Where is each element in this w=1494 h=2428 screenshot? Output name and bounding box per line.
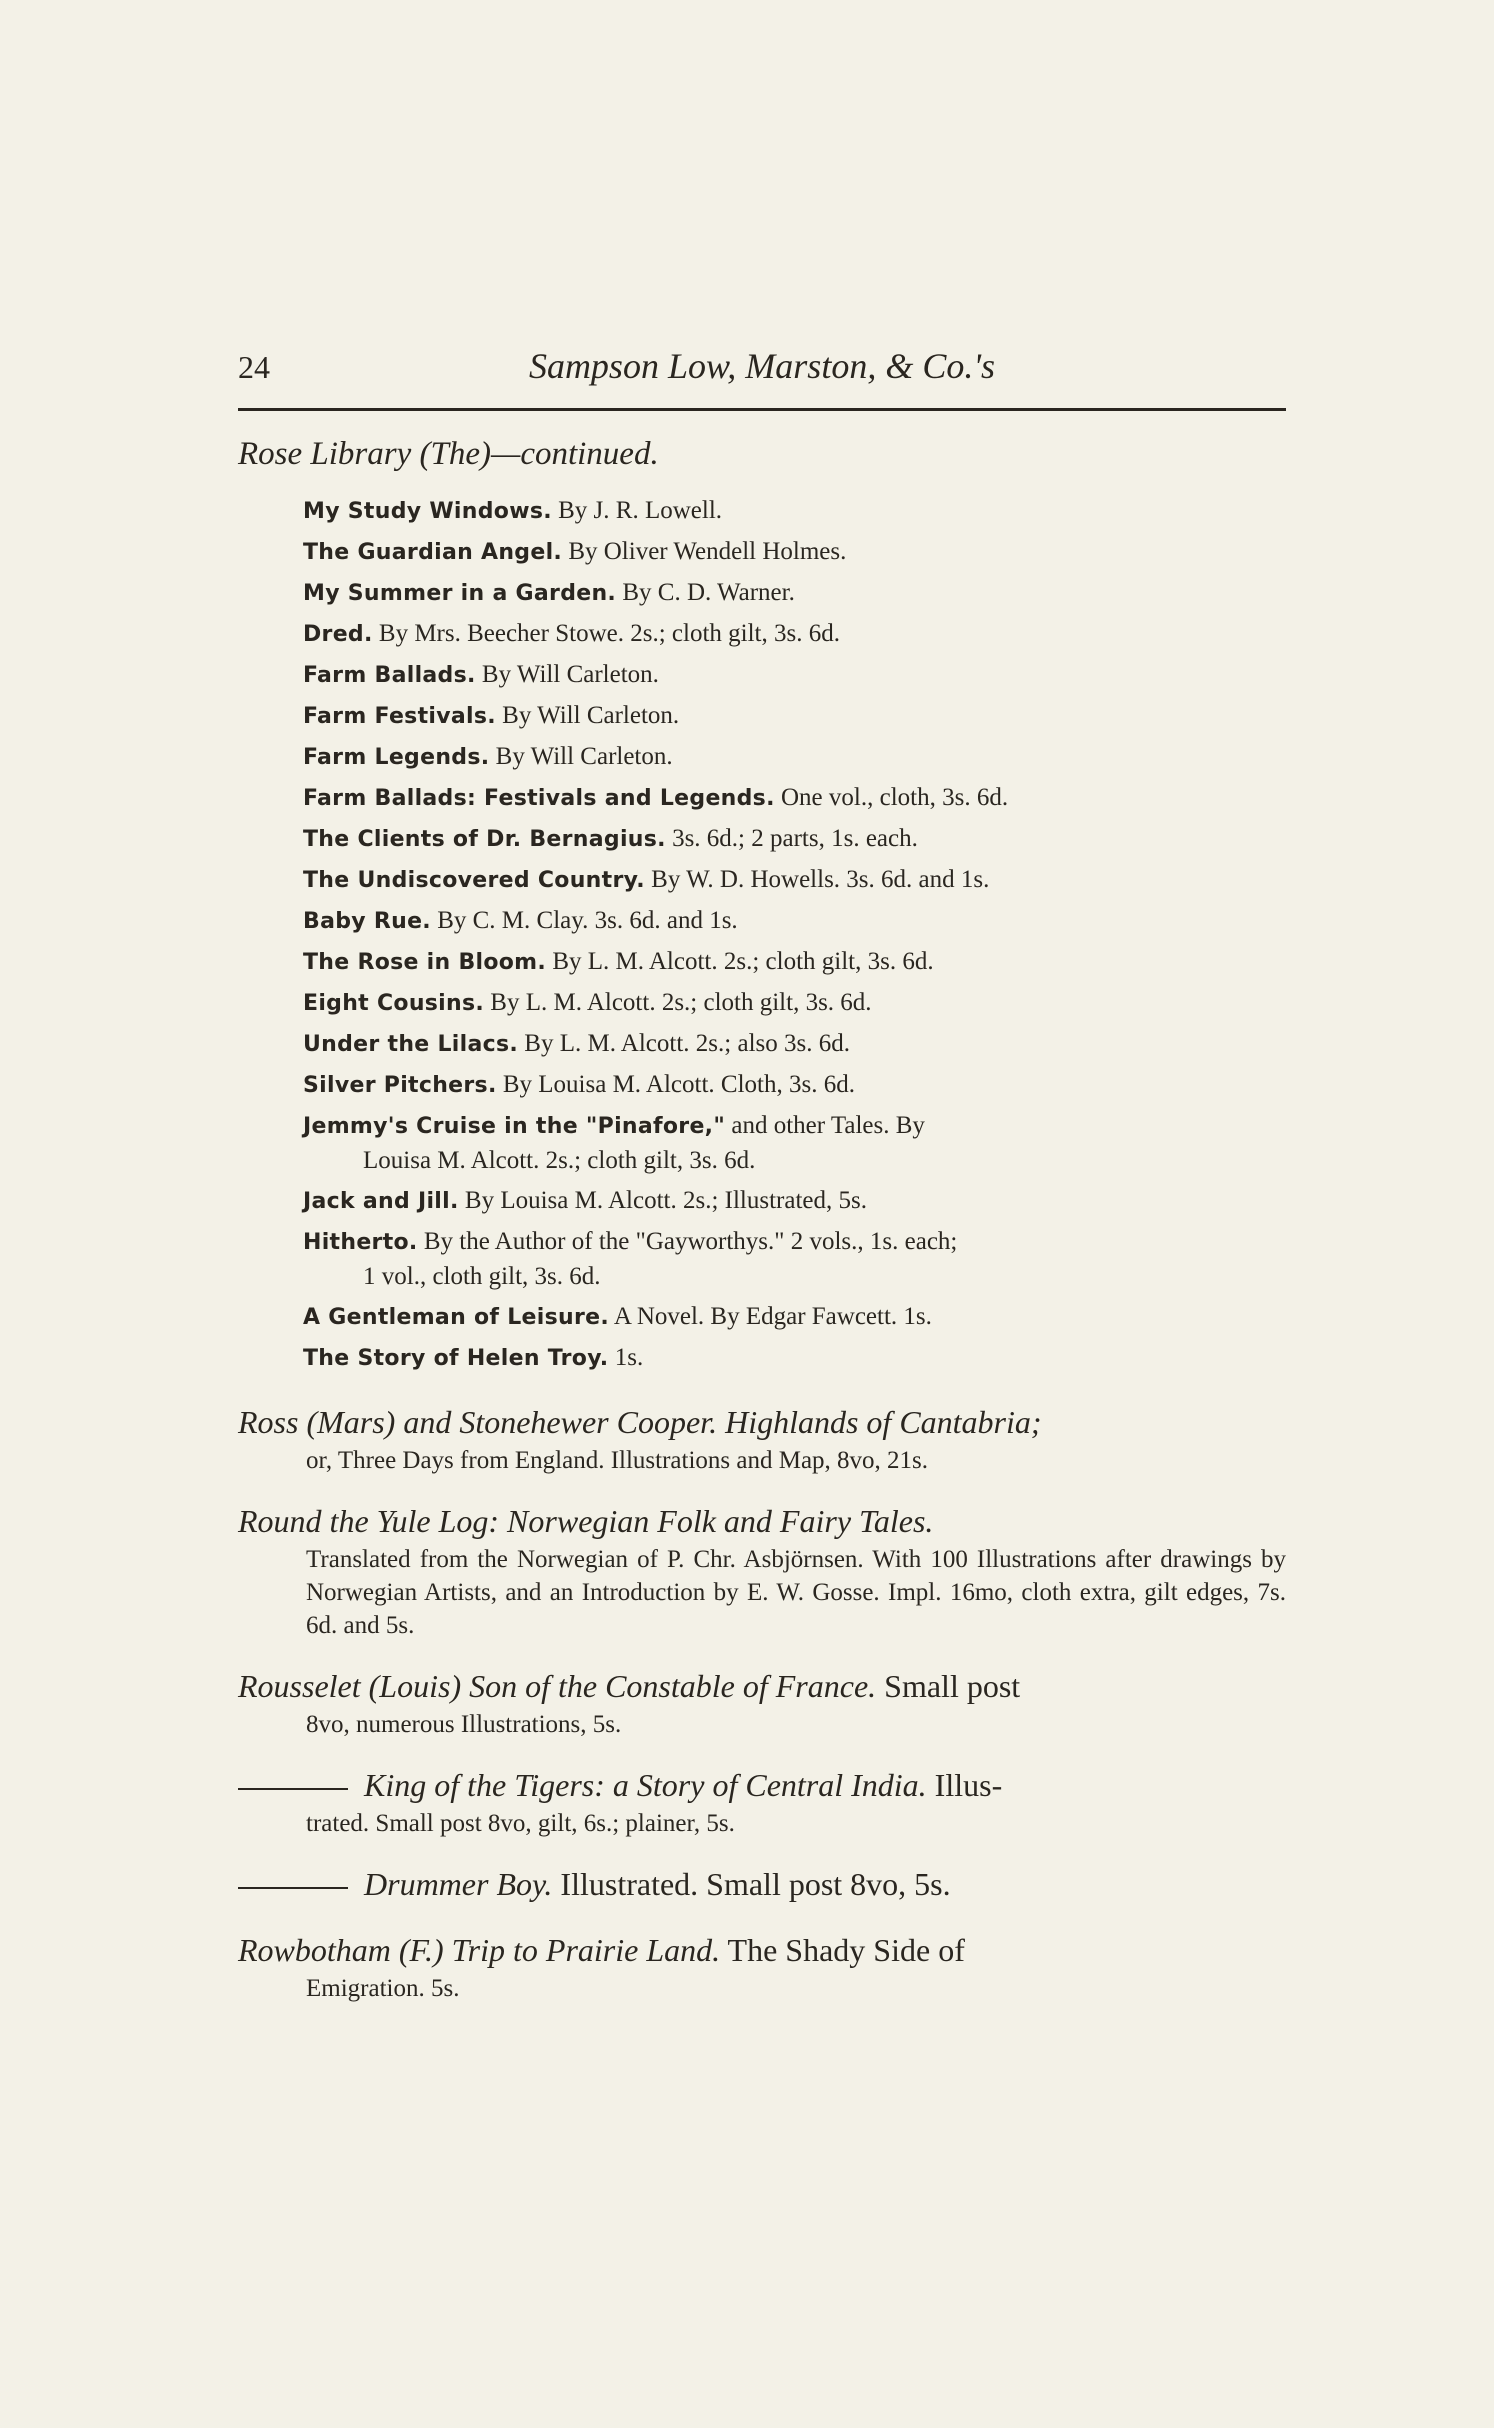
list-item [303, 492, 1286, 531]
item-title: Jemmy's Cruise in the "Pinafore," [303, 1114, 726, 1139]
entry-heading [238, 1664, 1286, 1708]
entry-heading-text: Small post [884, 1668, 1021, 1704]
catalogue-entry [238, 1862, 1286, 1906]
ditto-dash [238, 1788, 348, 1790]
section-heading: Rose Library (The)—continued. [238, 436, 659, 472]
item-details: and other Tales. By [731, 1112, 925, 1139]
catalogue-content [238, 432, 1286, 2005]
page-number: 24 [238, 349, 270, 385]
list-item [303, 1182, 1286, 1221]
item-title: The Guardian Angel. [303, 540, 563, 565]
item-title: Farm Festivals. [303, 704, 496, 729]
item-title: The Story of Helen Troy. [303, 1346, 609, 1371]
entry-heading [238, 1400, 1286, 1444]
list-item [303, 1066, 1286, 1105]
list-item [303, 738, 1286, 777]
entry-description: trated. Small post 8vo, gilt, 6s.; plainer, 5s. [306, 1810, 735, 1837]
item-title: Baby Rue. [303, 909, 431, 934]
rose-library-list [303, 492, 1286, 1378]
item-title: The Undiscovered Country. [303, 868, 645, 893]
entry-title: King of the Tigers: a Story of Central India. [364, 1767, 927, 1803]
list-item [303, 943, 1286, 982]
list-item [303, 779, 1286, 818]
page-header [238, 345, 1286, 405]
item-details: By J. R. Lowell. [558, 497, 723, 524]
list-item [303, 1223, 1286, 1296]
item-details: By the Author of the "Gayworthys." 2 vols., 1s. each; [423, 1228, 958, 1255]
item-details: By L. M. Alcott. 2s.; also 3s. 6d. [524, 1030, 850, 1057]
item-details-continued: Louisa M. Alcott. 2s.; cloth gilt, 3s. 6d. [363, 1147, 756, 1174]
item-title: A Gentleman of Leisure. [303, 1305, 610, 1330]
list-item [303, 1025, 1286, 1064]
item-title: Under the Lilacs. [303, 1032, 519, 1057]
item-details: By L. M. Alcott. 2s.; cloth gilt, 3s. 6d. [552, 948, 934, 975]
list-item [303, 656, 1286, 695]
item-details: 1s. [614, 1344, 644, 1371]
item-details: By Will Carleton. [481, 661, 659, 688]
running-title: Sampson Low, Marston, & Co.'s [528, 346, 996, 386]
item-title: Eight Cousins. [303, 991, 485, 1016]
entry-heading-text: The Shady Side of [727, 1932, 965, 1968]
list-item [303, 984, 1286, 1023]
list-item [303, 574, 1286, 613]
list-item [303, 1298, 1286, 1337]
entry-title: Rousselet (Louis) Son of the Constable of France. [238, 1668, 877, 1704]
entry-title: Round the Yule Log: Norwegian Folk and Fairy Tales. [238, 1503, 934, 1539]
entry-heading [238, 1928, 1286, 1972]
item-title: Farm Ballads. [303, 663, 476, 688]
list-item [303, 615, 1286, 654]
item-details-continued: 1 vol., cloth gilt, 3s. 6d. [363, 1263, 601, 1290]
catalogue-entry [238, 1763, 1286, 1840]
entry-description: Emigration. 5s. [306, 1975, 460, 2002]
item-details: A Novel. By Edgar Fawcett. 1s. [613, 1303, 932, 1330]
item-title: Dred. [303, 622, 373, 647]
item-details: By C. M. Clay. 3s. 6d. and 1s. [437, 907, 738, 934]
catalogue-entries [238, 1400, 1286, 2005]
entry-description: or, Three Days from England. Illustrations and Map, 8vo, 21s. [306, 1447, 929, 1474]
entry-heading [238, 1763, 1286, 1807]
item-title: Jack and Jill. [303, 1189, 459, 1214]
entry-heading [238, 1862, 1286, 1906]
item-details: By Mrs. Beecher Stowe. 2s.; cloth gilt, 3s. 6d. [378, 620, 840, 647]
item-details: By W. D. Howells. 3s. 6d. and 1s. [651, 866, 990, 893]
item-title: Hitherto. [303, 1230, 418, 1255]
item-title: The Rose in Bloom. [303, 950, 547, 975]
catalogue-entry [238, 1928, 1286, 2005]
header-rule [238, 408, 1286, 411]
item-details: One vol., cloth, 3s. 6d. [781, 784, 1009, 811]
item-details: 3s. 6d.; 2 parts, 1s. each. [672, 825, 918, 852]
item-details: By Will Carleton. [495, 743, 673, 770]
entry-heading-text: Illus- [934, 1767, 1003, 1803]
item-details: By Louisa M. Alcott. Cloth, 3s. 6d. [502, 1071, 855, 1098]
item-title: Farm Legends. [303, 745, 490, 770]
list-item [303, 533, 1286, 572]
entry-heading-text: Illustrated. Small post 8vo, 5s. [560, 1866, 951, 1902]
item-details: By Oliver Wendell Holmes. [568, 538, 847, 565]
list-item [303, 697, 1286, 736]
list-item [303, 861, 1286, 900]
item-title: My Study Windows. [303, 499, 552, 524]
list-item [303, 820, 1286, 859]
catalogue-entry [238, 1499, 1286, 1642]
catalogue-entry [238, 1400, 1286, 1477]
list-item [303, 902, 1286, 941]
item-details: By Louisa M. Alcott. 2s.; Illustrated, 5s. [464, 1187, 867, 1214]
entry-description: Translated from the Norwegian of P. Chr. Asbjörnsen. With 100 Illustrations after drawings by Norwegian Artists, and an Introduction by E. W. Gosse. Impl. 16mo, cloth extra, gilt edges, 7s. 6d. and 5s. [306, 1546, 1286, 1639]
entry-heading [238, 1499, 1286, 1543]
catalogue-entry [238, 1664, 1286, 1741]
entry-description: 8vo, numerous Illustrations, 5s. [306, 1711, 622, 1738]
list-item [303, 1107, 1286, 1180]
list-item [303, 1339, 1286, 1378]
item-details: By L. M. Alcott. 2s.; cloth gilt, 3s. 6d. [490, 989, 872, 1016]
item-title: My Summer in a Garden. [303, 581, 617, 606]
item-title: Farm Ballads: Festivals and Legends. [303, 786, 775, 811]
entry-title: Ross (Mars) and Stonehewer Cooper. Highlands of Cantabria; [238, 1404, 1042, 1440]
item-details: By Will Carleton. [502, 702, 680, 729]
ditto-dash [238, 1887, 348, 1889]
entry-title: Drummer Boy. [364, 1866, 553, 1902]
item-details: By C. D. Warner. [622, 579, 795, 606]
item-title: The Clients of Dr. Bernagius. [303, 827, 666, 852]
entry-title: Rowbotham (F.) Trip to Prairie Land. [238, 1932, 721, 1968]
item-title: Silver Pitchers. [303, 1073, 497, 1098]
